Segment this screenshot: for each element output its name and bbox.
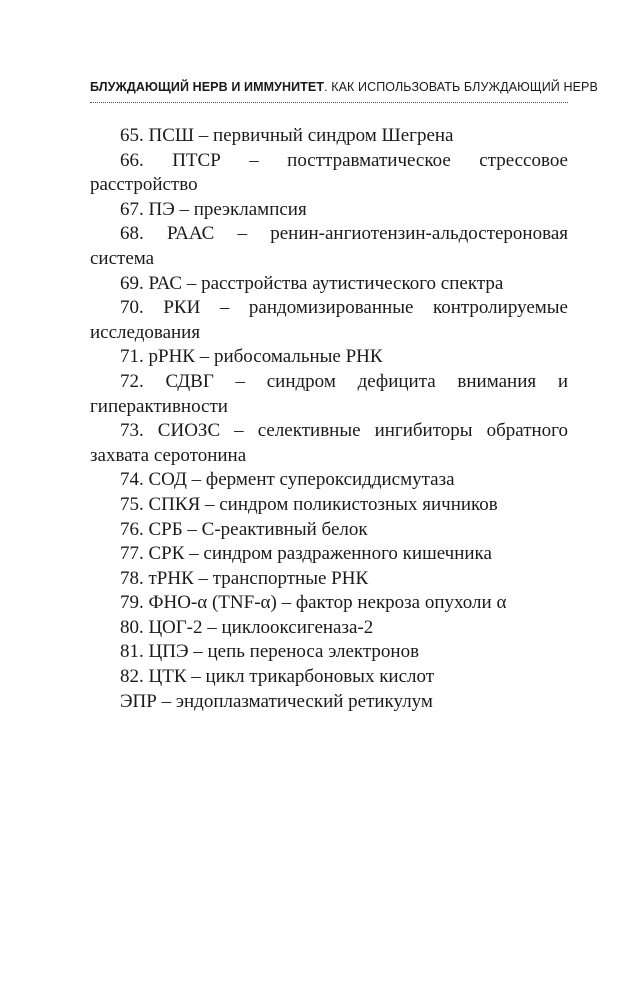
list-item: 67. ПЭ – преэклампсия xyxy=(120,198,307,220)
list-item: 77. СРК – синдром раздраженного кишечника xyxy=(120,543,492,565)
list-item: 74. СОД – фермент супероксиддисмутаза xyxy=(120,469,455,491)
list-item: 82. ЦТК – цикл трикарбоновых кислот xyxy=(120,666,435,688)
list-item: 78. тРНК – транспортные РНК xyxy=(120,567,369,589)
running-header-book-title: БЛУЖДАЮЩИЙ НЕРВ И ИММУНИТЕТ xyxy=(90,80,325,94)
list-item: 69. РАС – расстройства аутистического спектра xyxy=(120,272,504,294)
abbreviation-list xyxy=(90,124,568,714)
list-item: 65. ПСШ – первичный синдром Шегрена xyxy=(120,125,454,146)
running-header xyxy=(90,80,598,94)
list-item: ЭПР – эндоплазматический ретикулум xyxy=(120,690,433,712)
list-item: 66. ПТСР – посттравматическое стрессовое расстройство xyxy=(90,149,568,196)
list-item: 80. ЦОГ-2 – циклооксигеназа-2 xyxy=(120,616,374,638)
list-item: 68. РААС – ренин-ангиотензин-альдостероновая система xyxy=(90,223,568,269)
header-dotted-rule xyxy=(90,102,568,103)
list-item: 76. СРБ – С-реактивный белок xyxy=(120,518,368,540)
list-item: 75. СПКЯ – синдром поликистозных яичников xyxy=(120,493,498,515)
list-item: 81. ЦПЭ – цепь переноса электронов xyxy=(120,641,420,663)
running-header-subtitle: . КАК ИСПОЛЬЗОВАТЬ БЛУЖДАЮЩИЙ НЕРВ xyxy=(324,80,598,94)
list-item: 72. СДВГ – синдром дефицита внимания и гиперактивности xyxy=(90,370,568,417)
list-item: 71. рРНК – рибосомальные РНК xyxy=(120,346,383,368)
list-item: 70. РКИ – рандомизированные контролируемые исследования xyxy=(90,297,568,343)
list-item: 79. ФНО-α (TNF-α) – фактор некроза опухоли α xyxy=(120,592,507,614)
list-item: 73. СИОЗС – селективные ингибиторы обратного захвата серотонина xyxy=(90,420,568,466)
